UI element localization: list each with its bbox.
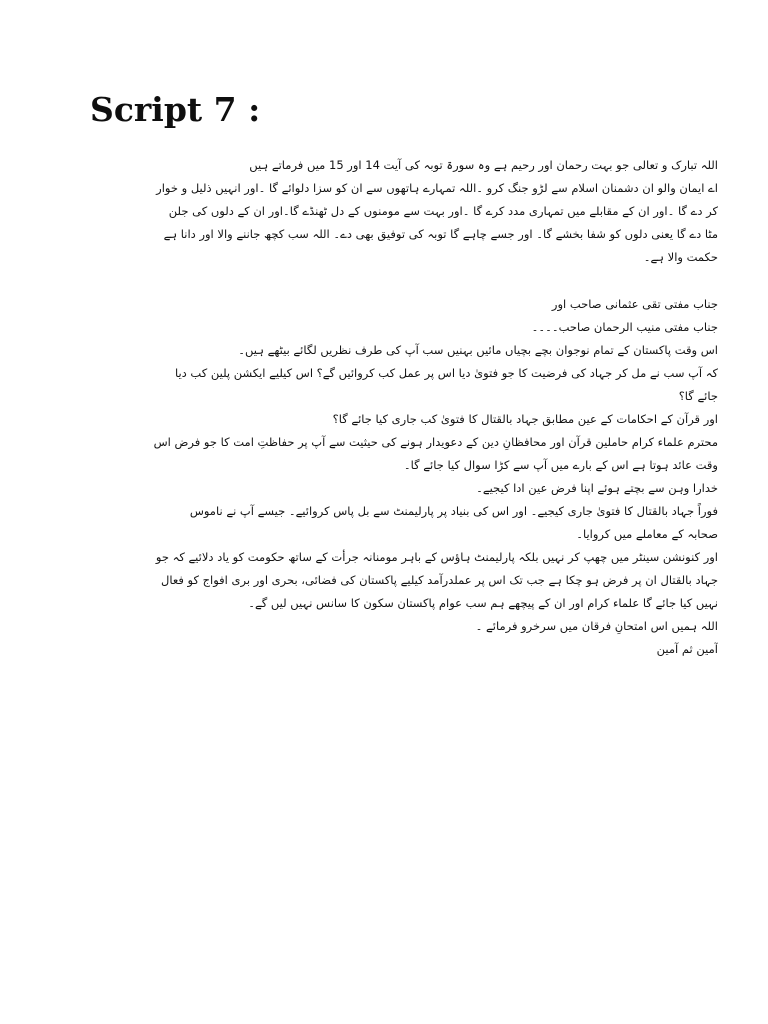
text-line: جائے گا؟ bbox=[678, 389, 718, 403]
text-line: جناب مفتی تقی عثمانی صاحب اور bbox=[551, 297, 718, 311]
address-paragraph bbox=[90, 293, 718, 661]
text-line: جہاد بالقتال ان پر فرض ہو چکا ہے جب تک اس پر عملدرآمد کیلیے پاکستان کی فضائی، بحری اور بری افواج کو فعال bbox=[160, 573, 718, 587]
text-line: اے ایمان والو ان دشمنان اسلام سے لڑو جنگ کرو ۔اللہ تمہارے ہاتھوں سے ان کو سزا دلوائے گا ۔اور انہیں ذلیل و خوار bbox=[156, 181, 718, 195]
text-line: اور قرآن کے احکامات کے عین مطابق جہاد بالقتال کا فتویٰ کب جاری کیا جائے گا؟ bbox=[332, 412, 718, 426]
text-line: کہ آپ سب نے مل کر جہاد کی فرضیت کا جو فتویٰ دیا اس پر عمل کب کروائیں گے؟ اس کیلیے ایکشن پلین کب دیا bbox=[174, 366, 718, 380]
text-line: حکمت والا ہے۔ bbox=[643, 250, 718, 264]
text-line: اس وقت پاکستان کے تمام نوجوان بچے بچیاں مائیں بہنیں سب آپ کی طرف نظریں لگائے بیٹھے ہیں۔ bbox=[238, 343, 718, 357]
text-line: جناب مفتی منیب الرحمان صاحب۔۔۔۔ bbox=[531, 320, 718, 334]
text-line: فوراً جہاد بالقتال کا فتویٰ جاری کیجیے۔ اور اس کی بنیاد پر پارلیمنٹ سے بل پاس کروائیے۔ جیسے آپ نے ناموس bbox=[189, 504, 718, 518]
quran-verse-paragraph bbox=[90, 154, 718, 269]
script-title: Script 7 : bbox=[90, 90, 261, 129]
text-line: وقت عائد ہوتا ہے اس کے بارے میں آپ سے کڑا سوال کیا جائے گا۔ bbox=[403, 458, 718, 472]
text-line: محترم علماء کرام حاملین قرآن اور محافظانِ دین کے دعویدار ہونے کی حیثیت سے آپ پر حفاظتِ امت کا جو فرض اس bbox=[153, 435, 718, 449]
text-line: کر دے گا ۔اور ان کے مقابلے میں تمہاری مدد کرے گا ۔اور بہت سے مومنوں کے دل ٹھنڈے گا۔اور ان کے دلوں کی جلن bbox=[168, 204, 718, 218]
paragraph-gap bbox=[90, 269, 718, 293]
text-line: اللہ ہمیں اس امتحانِ فرقان میں سرخرو فرمائے ۔ bbox=[475, 619, 718, 633]
text-line: اللہ تبارک و تعالی جو بہت رحمان اور رحیم ہے وہ سورۃ توبہ کی آیت 14 اور 15 میں فرماتے ہیں bbox=[249, 158, 718, 172]
text-line: خدارا وہن سے بچتے ہوئے اپنا فرض عین ادا کیجیے۔ bbox=[476, 481, 718, 495]
text-line: آمین ثم آمین bbox=[656, 642, 718, 656]
text-line: مٹا دے گا یعنی دلوں کو شفا بخشے گا۔ اور جسے چاہے گا توبہ کی توفیق بھی دے۔ اللہ سب کچھ جاننے والا اور دانا ہے bbox=[163, 227, 718, 241]
text-line: نہیں کیا جائے گا علماء کرام اور ان کے پیچھے ہم سب عوام پاکستان سکون کا سانس نہیں لیں گے۔ bbox=[248, 596, 718, 610]
text-line: اور کنونشن سینٹر میں چھپ کر نہیں بلکہ پارلیمنٹ ہاؤس کے باہر مومنانہ جرأت کے ساتھ حکومت کو یاد دلائیے کہ جو bbox=[155, 550, 718, 564]
text-line: صحابہ کے معاملے میں کروایا۔ bbox=[576, 527, 718, 541]
document-body bbox=[90, 154, 718, 661]
